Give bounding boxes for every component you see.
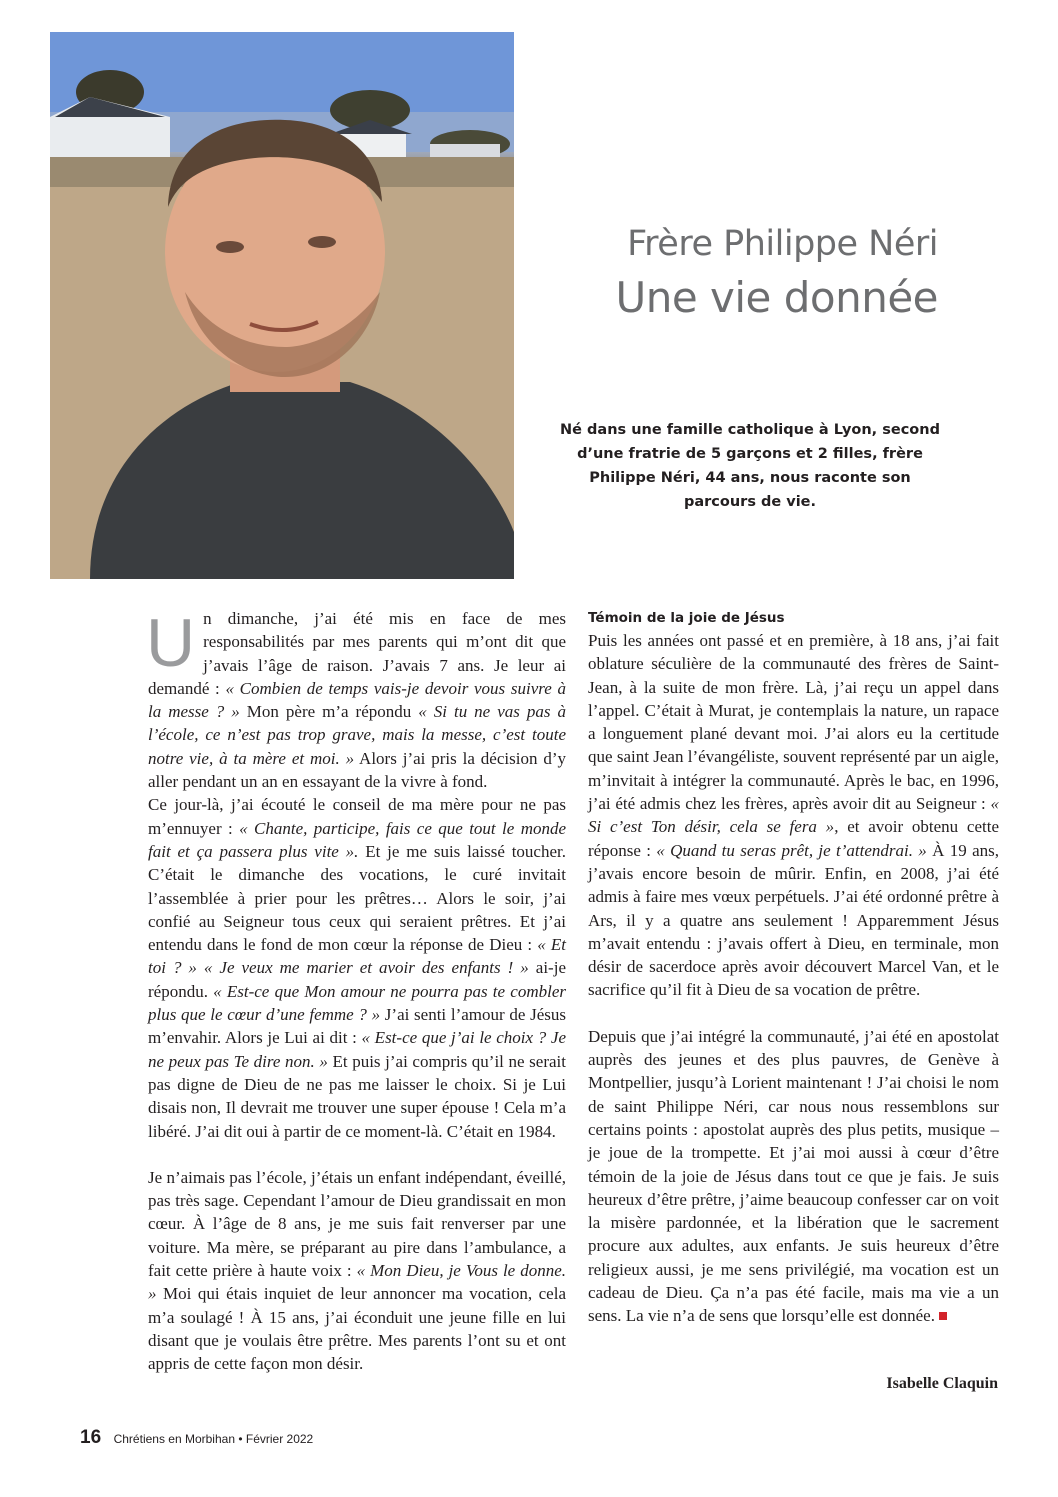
title-name: Frère Philippe Néri: [627, 224, 938, 264]
end-mark-icon: [939, 1312, 947, 1320]
right-column: [588, 607, 999, 1328]
author-signature: Isabelle Claquin: [886, 1375, 998, 1392]
left-paragraph-1: [148, 607, 566, 793]
quote: « Si c’est Ton désir, cela se fera »: [588, 794, 999, 837]
text-run: Et puis j’ai compris qu’il ne serait pas digne de Dieu de ne pas me laisser le choix. Si je Lui disais non, Il devrait me trouver une super épouse ! Cela m’a libéré. J’ai dit oui à partir de ce moment-là. C’était en 1984.: [148, 1051, 566, 1141]
section-heading: Témoin de la joie de Jésus: [588, 610, 785, 626]
title-subtitle: Une vie donnée: [615, 273, 938, 322]
text-run: Moi qui étais inquiet de leur annoncer ma vocation, cela m’a soulagé ! À 15 ans, j’ai éconduit une jeune fille en lui disant que je voulais être prêtre. Mes parents l’ont su et ont appris de cette façon mon désir.: [148, 1284, 566, 1374]
right-paragraph-1: [588, 629, 999, 1002]
quote: « Si tu ne vas pas à l’école, ce n’est pas trop grave, mais la messe, c’est toute notre vie, à ta mère et moi. »: [148, 702, 566, 768]
text-run: Alors j’ai pris la décision d’y aller pendant un an en essayant de la vivre à fond.: [148, 748, 566, 792]
text-run: Et je me suis laissé toucher. C’était le dimanche des vocations, le curé invitait l’assemblée à prier pour les prêtres… Alors le soir, j’ai confié au Seigneur tous ceux qui seraient prêtres. Et j’ai entendu dans le fond de mon cœur la réponse de Dieu :: [148, 841, 566, 955]
text-run: Mon père m’a répondu: [239, 702, 419, 722]
text-run: Je n’aimais pas l’école, j’étais un enfant indépendant, éveillé, pas très sage. Cependant l’amour de Dieu grandissait en mon cœur. À l’âge de 8 ans, je me suis fait renverser par une voiture. Ma mère, se préparant au pire dans l’ambulance, a fait cette prière à haute voix :: [148, 1167, 566, 1281]
right-paragraph-2: [588, 1025, 999, 1328]
quote: « Et toi ? » « Je veux me marier et avoir des enfants ! »: [148, 935, 567, 978]
text-run: n dimanche, j’ai été mis en face de mes responsabilités par mes parents qui m’ont dit que j’avais l’âge de raison. J’avais 7 ans. Je leur ai demandé :: [148, 609, 566, 698]
article-title: [540, 218, 938, 326]
quote: « Chante, participe, fais ce que tout le monde fait et ça passera plus vite ».: [148, 818, 567, 861]
portrait-photo: [50, 32, 514, 579]
page-number: 16: [80, 1427, 102, 1448]
quote: « Mon Dieu, je Vous le donne. »: [148, 1261, 567, 1304]
publication-info: Chrétiens en Morbihan • Février 2022: [113, 1432, 314, 1446]
intro-paragraph: Né dans une famille catholique à Lyon, second d’une fratrie de 5 garçons et 2 filles, frère Philippe Néri, 44 ans, nous raconte son parcours de vie.: [560, 422, 940, 510]
text-run: ai-je répondu.: [148, 958, 566, 1001]
drop-cap: U: [146, 605, 196, 681]
text-run: , et avoir obtenu cette réponse :: [588, 817, 999, 860]
quote: « Quand tu seras prêt, je t’attendrai. »: [656, 840, 927, 860]
quote: « Est-ce que j’ai le choix ? Je ne peux pas Te dire non. »: [148, 1028, 566, 1071]
left-column: [148, 607, 566, 1376]
text-run: Ce jour-là, j’ai écouté le conseil de ma mère pour ne pas m’ennuyer :: [148, 795, 566, 838]
text-run: J’ai senti l’amour de Jésus m’envahir. Alors je Lui ai dit :: [148, 1005, 566, 1048]
text-run: Depuis que j’ai intégré la communauté, j’ai été en apostolat auprès des jeunes et des plus pauvres, de Genève à Montpellier, jusqu’à Lorient maintenant ! J’ai choisi le nom de saint Philippe Néri, car nous nous ressemblons sur certains points : apostolat auprès des plus petits, musique – je joue de la trompette. Et j’ai moi aussi à cœur d’être témoin de la joie de Jésus dans tout ce que je fais. Je suis heureux d’être prêtre, j’aime beaucoup confesser car on voit la misère pardonnée, et la libération que le sacrement procure aux adultes, aux enfants. Je suis heureux d’être religieux aussi, je me sens privilégié, ma vocation est un cadeau de Dieu. Ça n’a pas été facile, mais ma vie a un sens. La vie n’a de sens que lorsqu’elle est donnée.: [588, 1026, 999, 1326]
text-run: Puis les années ont passé et en première, à 18 ans, j’ai fait oblature séculière de la communauté des frères de Saint-Jean, à la suite de mon frère. Là, j’ai reçu un appel dans l’appel. C’était à Murat, je contemplais la nature, un rapace a longuement plané devant moi. J’ai alors eu la certitude que saint Jean l’évangéliste, souvent représenté par un aigle, m’invitait à intégrer la communauté. Après le bac, en 1996, j’ai été admis chez les frères, après avoir dit au Seigneur :: [588, 631, 999, 814]
quote: « Combien de temps vais-je devoir vous suivre à la messe ? »: [148, 678, 566, 722]
portrait-photo-graphic: [50, 32, 514, 579]
left-paragraph-3: [148, 1166, 566, 1376]
quote: « Est-ce que Mon amour ne pourra pas te combler plus que le cœur d’une femme ? »: [148, 981, 566, 1025]
left-paragraph-2: [148, 793, 566, 1142]
page-footer: [80, 1427, 313, 1449]
text-run: À 19 ans, j’avais encore besoin de mûrir. Enfin, en 2008, j’ai été admis à faire mes vœux perpétuels. J’ai été ordonné prêtre à Ars, il y a quatre ans seulement ! Apparemment Jésus m’avait entendu : j’avais offert à Dieu, en terminale, mon désir de sacerdoce après avoir découvert Marcel Van, et le sacrifice qu’il fit à Dieu de sa vocation de prêtre.: [588, 840, 999, 1000]
